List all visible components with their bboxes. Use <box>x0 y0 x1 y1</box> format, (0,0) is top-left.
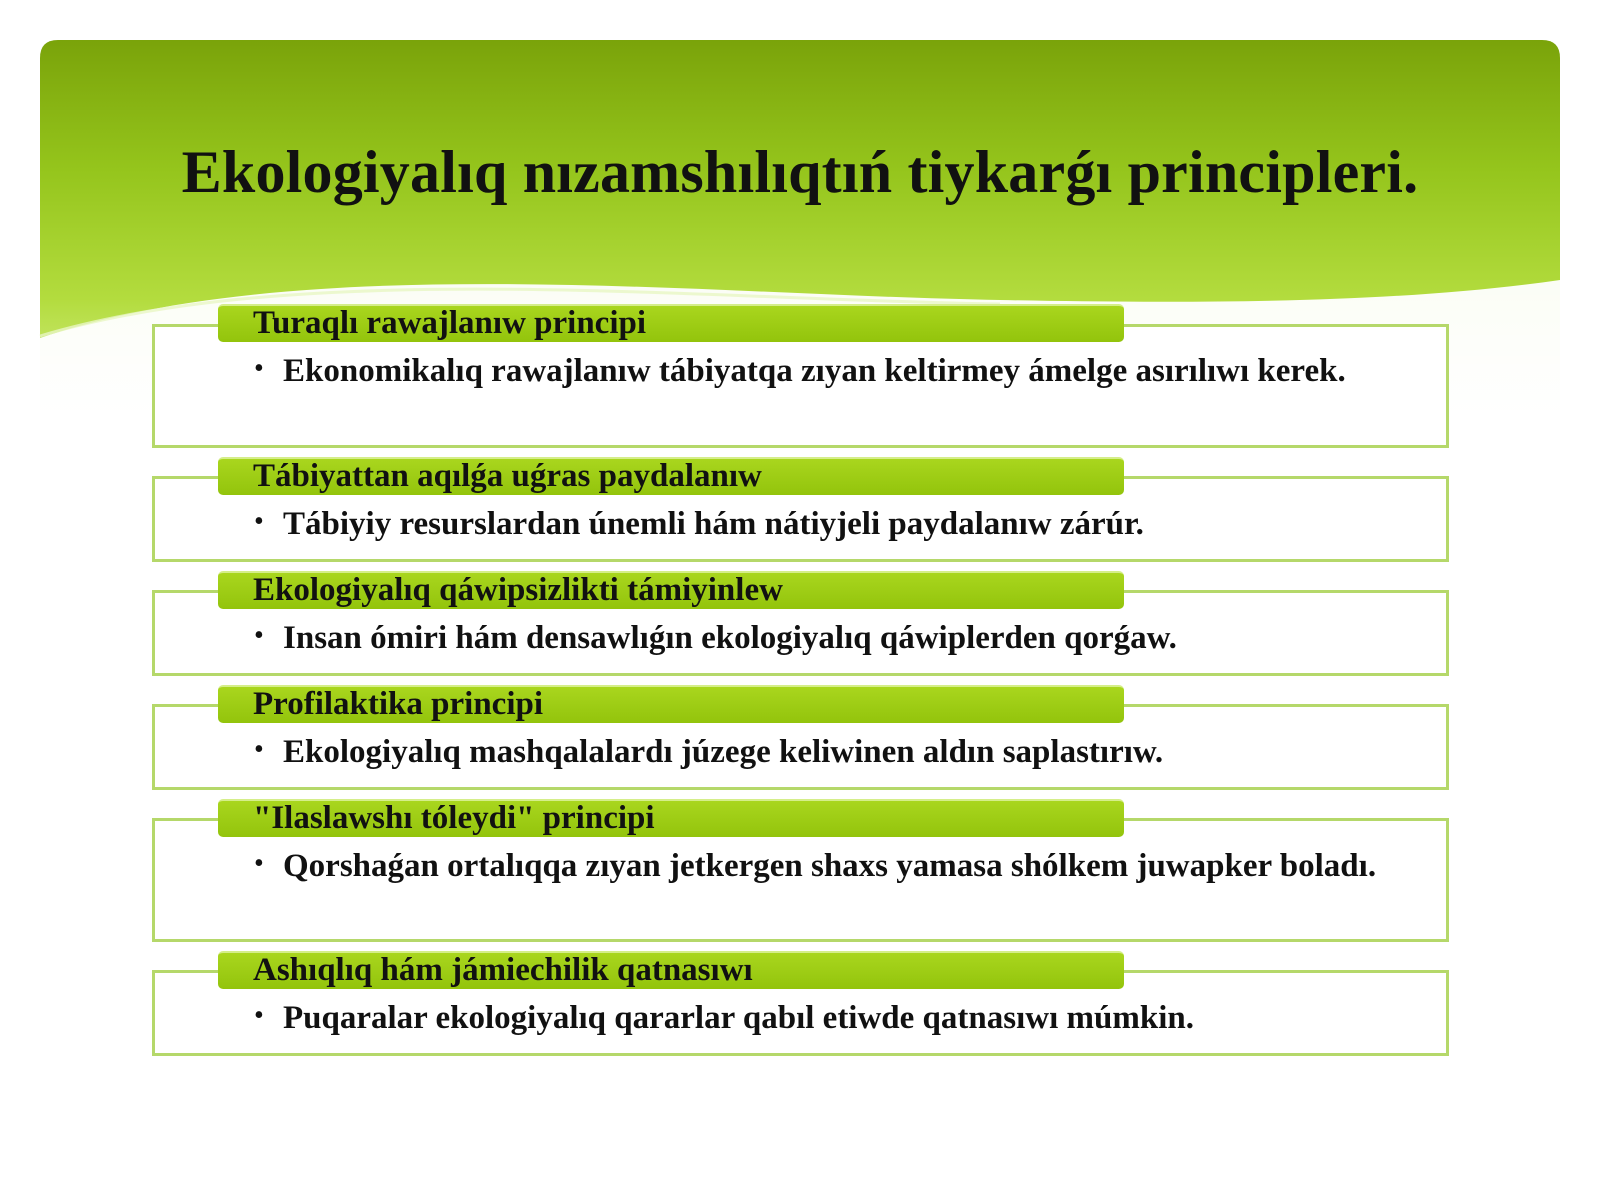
principle-description: Qorshaǵan ortalıqqa zıyan jetkergen shaxs yamasa shólkem juwapker boladı. <box>283 848 1377 884</box>
principle-heading: Ekologiyalıq qáwipsizlikti támiyinlew <box>253 572 783 608</box>
slide-title: Ekologiyalıq nızamshılıqtıń tiykarǵı principleri. <box>181 139 1419 205</box>
bullet-icon: • <box>254 620 264 651</box>
principle-heading: Turaqlı rawajlanıw principi <box>253 305 647 341</box>
bullet-icon: • <box>254 353 264 384</box>
principle-heading: "Ilaslawshı tóleydi" principi <box>253 800 655 836</box>
bullet-icon: • <box>254 848 264 879</box>
principle-description: Ekologiyalıq mashqalalardı júzege keliwinen aldın saplastırıw. <box>283 734 1164 770</box>
principle-description: Insan ómiri hám densawlıǵın ekologiyalıq qáwiplerden qorǵaw. <box>283 620 1177 656</box>
principle-description: Puqaralar ekologiyalıq qararlar qabıl etiwde qatnasıwı múmkin. <box>283 1000 1194 1036</box>
principle-description: Tábiyiy resurslardan únemli hám nátiyjeli paydalanıw zárúr. <box>283 506 1144 542</box>
principle-heading: Profilaktika principi <box>253 686 544 722</box>
bullet-icon: • <box>254 734 264 765</box>
bullet-icon: • <box>254 1000 264 1031</box>
bullet-icon: • <box>254 506 264 537</box>
principle-heading: Tábiyattan aqılǵa uǵras paydalanıw <box>253 458 762 494</box>
principle-description: Ekonomikalıq rawajlanıw tábiyatqa zıyan keltirmey ámelge asırılıwı kerek. <box>283 353 1346 389</box>
principle-heading: Ashıqlıq hám jámiechilik qatnasıwı <box>253 952 753 988</box>
